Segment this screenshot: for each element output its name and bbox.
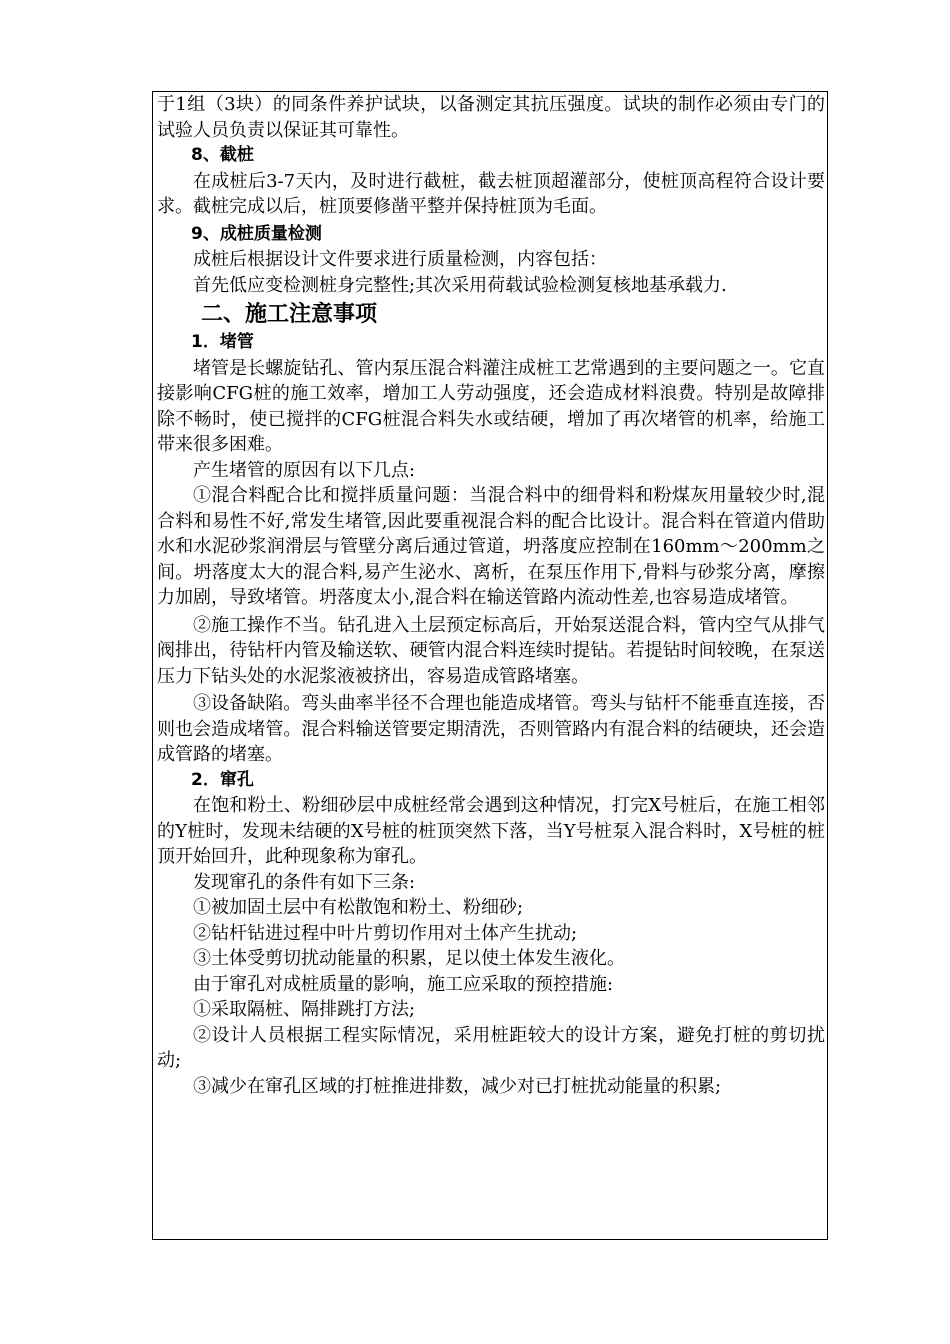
paragraph-inspection-content: 首先低应变检测桩身完整性;其次采用荷载试验检测复核地基承载力. (193, 274, 727, 296)
paragraph-measure-3: ③减少在窜孔区域的打桩推进排数，减少对已打桩扰动能量的积累; (193, 1075, 722, 1097)
document-body (157, 92, 825, 1099)
heading-hole-crossing: 2．窜孔 (191, 769, 254, 790)
paragraph-blockage-overview: 堵管是长螺旋钻孔、管内泵压混合料灌注成桩工艺常遇到的主要问题之一。它直接影响CFG桩的施工效率，增加工人劳动强度，还会造成材料浪费。特别是故障排除不畅时，使已搅拌的CFG桩混合料失水或结硬，增加了再次堵管的机率，给施工带来很多困难。 (157, 357, 825, 455)
paragraph-condition-1: ①被加固土层中有松散饱和粉土、粉细砂; (193, 897, 524, 918)
paragraph-condition-3: ③土体受剪切扰动能量的积累，足以使土体发生液化。 (193, 948, 625, 969)
paragraph-crossing-description: 在饱和粉土、粉细砂层中成桩经常会遇到这种情况，打完X号桩后，在施工相邻的Y桩时，发现未结硬的X号桩的桩顶突然下落，当Y号桩泵入混合料时，X号桩的桩顶开始回升，此种现象称为窜孔。 (157, 795, 825, 867)
paragraph-measures-intro: 由于窜孔对成桩质量的影响，施工应采取的预控措施: (193, 973, 614, 995)
document-frame (152, 91, 828, 1240)
paragraph-measure-1: ①采取隔桩、隔排跳打方法; (193, 999, 416, 1020)
paragraph-cause-equipment: ③设备缺陷。弯头曲率半径不合理也能造成堵管。弯头与钻杆不能垂直连接，否则也会造成堵管。混合料输送管要定期清洗，否则管路内有混合料的结硬块，还会造成管路的堵塞。 (157, 693, 825, 765)
heading-quality-inspection: 9、成桩质量检测 (191, 223, 322, 244)
paragraph-cause-mix-ratio: ①混合料配合比和搅拌质量问题：当混合料中的细骨料和粉煤灰用量较少时,混合料和易性不好,常发生堵管,因此要重视混合料的配合比设计。混合料在管道内借助水和水泥砂浆润滑层与管壁分离后通过管道，坍落度应控制在160mm～200mm之间。坍落度太大的混合料,易产生泌水、离析，在泵压作用下,骨料与砂浆分离，摩擦力加剧，导致堵管。坍落度太小,混合料在输送管路内流动性差,也容易造成堵管。 (157, 485, 825, 608)
paragraph-measure-2: ②设计人员根据工程实际情况，采用桩距较大的设计方案，避免打桩的剪切扰动; (157, 1024, 825, 1071)
paragraph-test-block: 于1组（3块）的同条件养护试块，以备测定其抗压强度。试块的制作必须由专门的试验人员负责以保证其可靠性。 (157, 94, 825, 141)
paragraph-crossing-conditions-intro: 发现窜孔的条件有如下三条: (193, 871, 416, 893)
paragraph-cause-operation: ②施工操作不当。钻孔进入土层预定标高后，开始泵送混合料，管内空气从排气阀排出，待钻杆内管及输送软、硬管内混合料连续时提钻。若提钻时间较晚，在泵送压力下钻头处的水泥浆液被挤出，容易造成管路堵塞。 (157, 614, 825, 687)
heading-pipe-blockage: 1．堵管 (191, 332, 254, 352)
section-heading-notes: 二、施工注意事项 (201, 301, 378, 327)
heading-pile-cutting: 8、截桩 (191, 145, 254, 165)
paragraph-condition-2: ②钻杆钻进过程中叶片剪切作用对土体产生扰动; (193, 922, 578, 944)
paragraph-blockage-causes-intro: 产生堵管的原因有以下几点: (193, 459, 416, 481)
paragraph-pile-cutting: 在成桩后3-7天内，及时进行截桩，截去桩顶超灌部分，使桩顶高程符合设计要求。截桩完成以后，桩顶要修凿平整并保持桩顶为毛面。 (157, 170, 825, 217)
paragraph-inspection-intro: 成桩后根据设计文件要求进行质量检测，内容包括： (193, 249, 607, 270)
